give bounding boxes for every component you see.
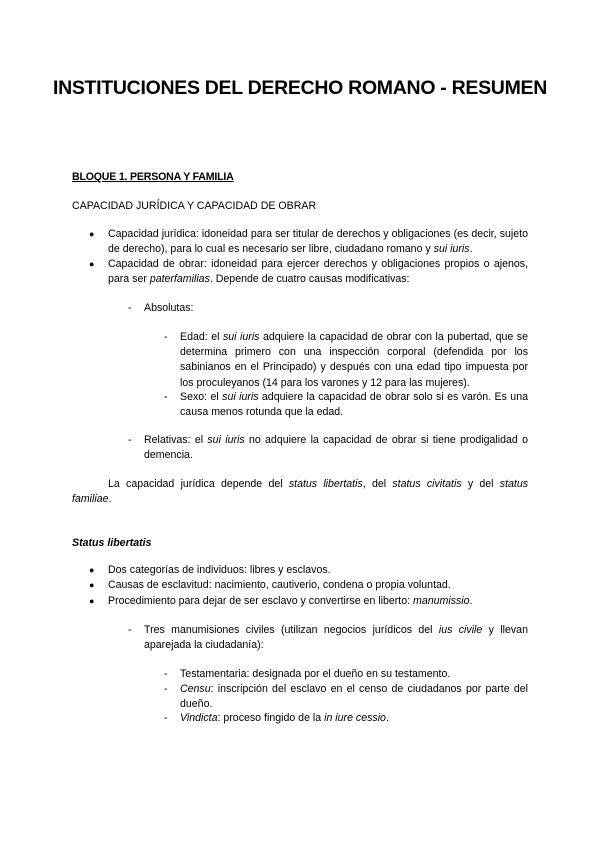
causas-item: Causas de esclavitud: nacimiento, cautiverio, condena o propia voluntad. — [108, 579, 451, 591]
edad-text-a: Edad: el — [180, 331, 223, 343]
censu-term: Censu — [180, 683, 211, 695]
procedimiento-text: Procedimiento para dejar de ser esclavo y convertirse en liberto: — [108, 595, 414, 607]
status-libertatis-heading: Status libertatis — [72, 537, 152, 549]
dash-icon: - — [128, 624, 132, 636]
relativas-text-b: no adquiere la capacidad de obrar si tiene prodigalidad o demencia. — [144, 434, 528, 462]
edad-text-b: adquiere la capacidad de obrar con la pubertad, que se determina primero con una inspección corporal (defendida por los sabinianos en el Principado) y después con una edad tipo impuesta por los proculeyanos (14 para los varones y 12 para las mujeres). — [180, 331, 528, 389]
juridica-text: Capacidad jurídica: idoneidad para ser titular de derechos y obligaciones (es decir, sujeto de derecho), para lo cual es necesario ser libre, ciudadano romano y — [108, 228, 528, 256]
bullet-icon: ● — [89, 580, 95, 590]
dash-icon: - — [164, 391, 168, 403]
sexo-text-b: adquiere la capacidad de obrar solo si es varón. Es una causa menos rotunda que la edad. — [180, 391, 528, 419]
censu-text: : inscripción del esclavo en el censo de ciudadanos por parte del dueño. — [180, 683, 528, 711]
bullet-icon: ● — [89, 565, 95, 575]
procedimiento-item — [108, 594, 473, 609]
vindicta-term: Vindicta — [180, 712, 218, 724]
dash-icon: - — [128, 302, 132, 314]
dash-icon: - — [164, 712, 168, 724]
obrar-italic: paterfamilias — [149, 273, 210, 286]
dash-icon: - — [164, 683, 168, 695]
status-text-b: , del — [362, 478, 393, 490]
vindicta-end: . — [385, 712, 389, 724]
edad-italic: sui iuris — [222, 331, 260, 343]
capacidad-heading: CAPACIDAD JURÍDICA Y CAPACIDAD DE OBRAR — [72, 200, 317, 212]
obrar-end: . Depende de cuatro causas modificativas: — [209, 273, 410, 286]
dash-icon: - — [164, 668, 168, 680]
juridica-end: . — [469, 243, 473, 256]
manumisiones-text-a: Tres manumisiones civiles (utilizan negocios jurídicos del — [144, 624, 439, 636]
sexo-text-a: Sexo: el — [180, 391, 223, 403]
ius-civile-term: ius civile — [438, 624, 483, 636]
censu-item — [180, 682, 528, 712]
in-iure-cessio-term: in iure cessio — [324, 712, 386, 724]
document-title: INSTITUCIONES DEL DERECHO ROMANO - RESUMEN — [52, 77, 548, 99]
status-libertatis-term: status libertatis — [288, 478, 363, 490]
capacidad-juridica-item — [108, 227, 528, 257]
categorias-item: Dos categorías de individuos: libres y esclavos. — [108, 564, 331, 576]
obrar-text: Capacidad de obrar: idoneidad para ejercer derechos y obligaciones propios o ajenos, para ser — [108, 258, 528, 286]
bullet-icon: ● — [89, 259, 95, 269]
status-paragraph — [72, 477, 528, 507]
relativas-italic: sui iuris — [207, 434, 245, 446]
manumisiones-text-b: y llevan aparejada la ciudadanía): — [144, 624, 528, 652]
dash-icon: - — [164, 331, 168, 343]
vindicta-item — [180, 711, 389, 726]
sexo-item — [180, 390, 528, 420]
edad-item — [180, 330, 528, 391]
testamentaria-item: Testamentaria: designada por el dueño en su testamento. — [180, 668, 451, 680]
manumissio-term: manumissio — [413, 595, 470, 607]
vindicta-text: : proceso fingido de la — [217, 712, 325, 724]
dash-icon: - — [128, 434, 132, 446]
relativas-item — [144, 433, 528, 463]
bloque-heading: BLOQUE 1. PERSONA Y FAMILIA — [72, 171, 234, 183]
procedimiento-end: . — [469, 595, 473, 607]
absolutas-label: Absolutas: — [144, 302, 194, 314]
status-text-a: La capacidad jurídica depende del — [108, 478, 289, 490]
status-civitatis-term: status civitatis — [392, 478, 462, 490]
juridica-italic: sui iuris — [433, 243, 470, 256]
status-text-d: . — [108, 493, 112, 506]
sexo-italic: sui iuris — [222, 391, 259, 403]
status-familiae-term: status familiae — [72, 478, 529, 506]
bullet-icon: ● — [89, 596, 95, 606]
manumisiones-item — [144, 623, 528, 653]
capacidad-obrar-item — [108, 257, 528, 287]
relativas-text-a: Relativas: el — [144, 434, 208, 446]
bullet-icon: ● — [89, 229, 95, 239]
status-text-c: y del — [461, 478, 500, 490]
